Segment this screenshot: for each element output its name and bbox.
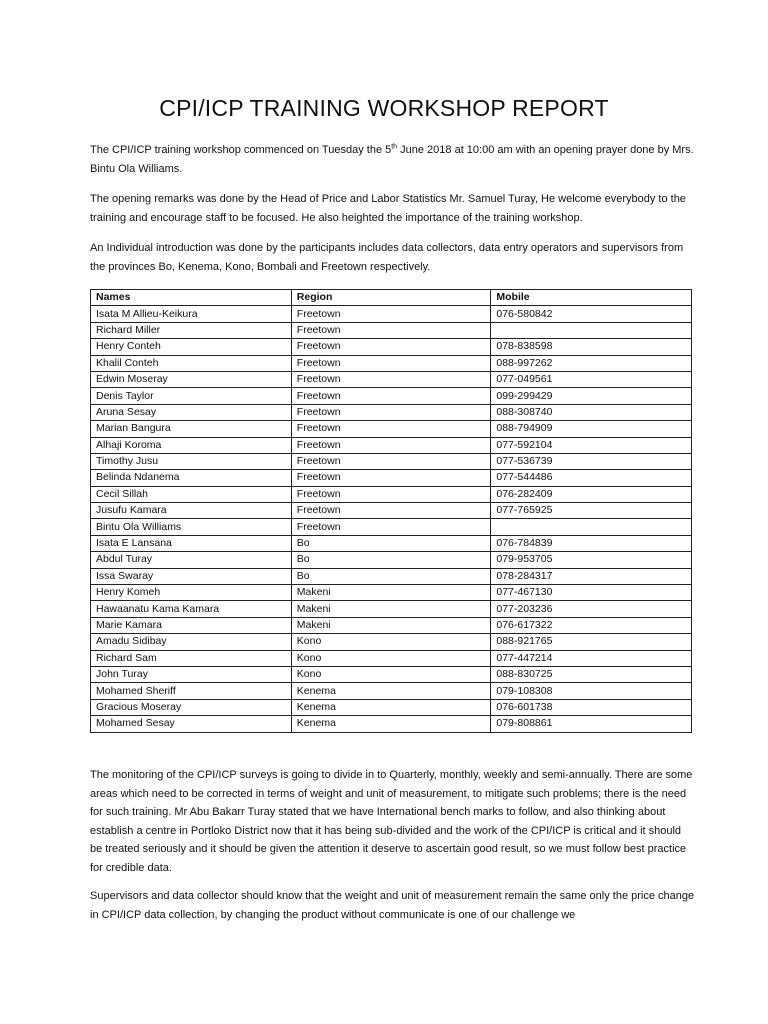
participant-name: Bintu Ola Williams — [91, 519, 292, 535]
paragraph-opening-remarks: The opening remarks was done by the Head of Price and Labor Statistics Mr. Samuel Turay, He welcome everybody to the training and encourage staff to be focused. He also heighted the importance of the training workshop. — [90, 193, 686, 224]
participant-mobile: 078-284317 — [491, 568, 692, 584]
participant-mobile: 077-467130 — [491, 585, 692, 601]
paragraph-supervisors: Supervisors and data collector should know that the weight and unit of measurement remain the same only the price change in CPI/ICP data collection, by changing the product without communicate is one of our challenge we — [90, 890, 695, 921]
participant-name: Timothy Jusu — [91, 453, 292, 469]
participant-region: Kenema — [291, 716, 491, 732]
participant-mobile — [491, 322, 692, 338]
report-title: CPI/ICP TRAINING WORKSHOP REPORT — [159, 95, 609, 121]
participant-region: Freetown — [291, 306, 491, 322]
participant-name: Khalil Conteh — [91, 355, 292, 371]
table-row — [91, 716, 692, 732]
participant-mobile: 077-203236 — [491, 601, 692, 617]
participant-name: Belinda Ndanema — [91, 470, 292, 486]
participant-name: Hawaanatu Kama Kamara — [91, 601, 292, 617]
participant-region: Freetown — [291, 388, 491, 404]
table-row — [91, 437, 692, 453]
participant-region: Freetown — [291, 404, 491, 420]
header-names: Names — [91, 290, 292, 306]
participant-mobile: 077-592104 — [491, 437, 692, 453]
participant-mobile: 076-784839 — [491, 535, 692, 551]
participant-mobile: 077-447214 — [491, 650, 692, 666]
participant-mobile: 076-601738 — [491, 699, 692, 715]
participant-mobile: 079-953705 — [491, 552, 692, 568]
participant-region: Makeni — [291, 617, 491, 633]
table-row — [91, 453, 692, 469]
participant-region: Makeni — [291, 585, 491, 601]
participant-name: Richard Sam — [91, 650, 292, 666]
table-row — [91, 683, 692, 699]
participant-mobile: 078-838598 — [491, 339, 692, 355]
participant-region: Freetown — [291, 453, 491, 469]
participant-name: Gracious Moseray — [91, 699, 292, 715]
participant-mobile: 077-544486 — [491, 470, 692, 486]
participant-mobile: 079-108308 — [491, 683, 692, 699]
participant-region: Kenema — [291, 683, 491, 699]
participant-mobile: 077-765925 — [491, 503, 692, 519]
participant-name: Denis Taylor — [91, 388, 292, 404]
participant-name: Amadu Sidibay — [91, 634, 292, 650]
participant-name: Issa Swaray — [91, 568, 292, 584]
participant-name: Cecil Sillah — [91, 486, 292, 502]
table-row — [91, 371, 692, 387]
table-header-row — [91, 290, 692, 306]
table-row — [91, 306, 692, 322]
participant-region: Freetown — [291, 371, 491, 387]
header-region: Region — [291, 290, 491, 306]
participant-mobile: 076-580842 — [491, 306, 692, 322]
table-row — [91, 699, 692, 715]
participant-mobile: 076-282409 — [491, 486, 692, 502]
table-row — [91, 650, 692, 666]
participant-region: Kono — [291, 634, 491, 650]
header-mobile: Mobile — [491, 290, 692, 306]
commencement-text-end: June 2018 at 10:00 am with an opening prayer done by Mrs. Bintu Ola Williams. — [90, 144, 694, 175]
participant-mobile: 076-617322 — [491, 617, 692, 633]
participant-region: Bo — [291, 552, 491, 568]
table-row — [91, 634, 692, 650]
participant-name: Marian Bangura — [91, 421, 292, 437]
participant-mobile: 077-536739 — [491, 453, 692, 469]
participant-mobile: 077-049561 — [491, 371, 692, 387]
participant-region: Kono — [291, 666, 491, 682]
table-row — [91, 568, 692, 584]
participant-name: Edwin Moseray — [91, 371, 292, 387]
participants-table-body — [91, 306, 692, 732]
participant-region: Freetown — [291, 355, 491, 371]
participant-name: Isata E Lansana — [91, 535, 292, 551]
table-row — [91, 666, 692, 682]
participant-name: John Turay — [91, 666, 292, 682]
participant-name: Marie Kamara — [91, 617, 292, 633]
participant-name: Mohamed Sesay — [91, 716, 292, 732]
participants-table — [90, 289, 692, 733]
participant-mobile: 088-997262 — [491, 355, 692, 371]
participant-region: Freetown — [291, 339, 491, 355]
participant-mobile: 088-921765 — [491, 634, 692, 650]
participant-region: Kono — [291, 650, 491, 666]
participant-mobile: 099-299429 — [491, 388, 692, 404]
table-row — [91, 585, 692, 601]
commencement-text-start: The CPI/ICP training workshop commenced on Tuesday the 5 — [90, 144, 392, 156]
participant-mobile: 088-830725 — [491, 666, 692, 682]
table-row — [91, 519, 692, 535]
paragraph-introduction: An Individual introduction was done by the participants includes data collectors, data entry operators and supervisors from the provinces Bo, Kenema, Kono, Bombali and Freetown respectively. — [90, 242, 684, 273]
participant-region: Freetown — [291, 519, 491, 535]
participant-name: Abdul Turay — [91, 552, 292, 568]
participant-region: Freetown — [291, 421, 491, 437]
table-row — [91, 421, 692, 437]
participant-mobile: 079-808861 — [491, 716, 692, 732]
participant-region: Makeni — [291, 601, 491, 617]
participant-region: Freetown — [291, 322, 491, 338]
participant-region: Freetown — [291, 486, 491, 502]
table-row — [91, 535, 692, 551]
participant-name: Richard Miller — [91, 322, 292, 338]
participant-region: Freetown — [291, 470, 491, 486]
table-row — [91, 503, 692, 519]
participant-name: Henry Komeh — [91, 585, 292, 601]
participant-region: Bo — [291, 568, 491, 584]
participant-mobile — [491, 519, 692, 535]
participant-region: Kenema — [291, 699, 491, 715]
participant-mobile: 088-794909 — [491, 421, 692, 437]
paragraph-monitoring: The monitoring of the CPI/ICP surveys is going to divide in to Quarterly, monthly, weekly and semi-annually. There are some areas which need to be corrected in terms of weight and unit of measurement, to mitigate such problems; there is the need for such training. Mr Abu Bakarr Turay stated that we have International bench marks to follow, and also thinking about establish a centre in Portloko District now that it has being sub-divided and the work of the CPI/ICP is critical and it should be treated seriously and it should be given the attention it deserve to ascertain good result, so we must follow best practice for credible data. — [90, 769, 693, 874]
table-row — [91, 355, 692, 371]
table-row — [91, 404, 692, 420]
participant-name: Alhaji Koroma — [91, 437, 292, 453]
table-row — [91, 388, 692, 404]
participant-mobile: 088-308740 — [491, 404, 692, 420]
paragraph-commencement — [90, 141, 695, 179]
table-row — [91, 339, 692, 355]
table-row — [91, 552, 692, 568]
table-row — [91, 470, 692, 486]
table-row — [91, 601, 692, 617]
participant-region: Freetown — [291, 503, 491, 519]
participant-region: Freetown — [291, 437, 491, 453]
table-row — [91, 617, 692, 633]
participant-name: Aruna Sesay — [91, 404, 292, 420]
table-row — [91, 322, 692, 338]
ordinal-suffix: th — [391, 143, 398, 151]
table-row — [91, 486, 692, 502]
participant-name: Isata M Allieu-Keikura — [91, 306, 292, 322]
participant-name: Jusufu Kamara — [91, 503, 292, 519]
participant-name: Mohamed Sheriff — [91, 683, 292, 699]
participant-region: Bo — [291, 535, 491, 551]
participant-name: Henry Conteh — [91, 339, 292, 355]
